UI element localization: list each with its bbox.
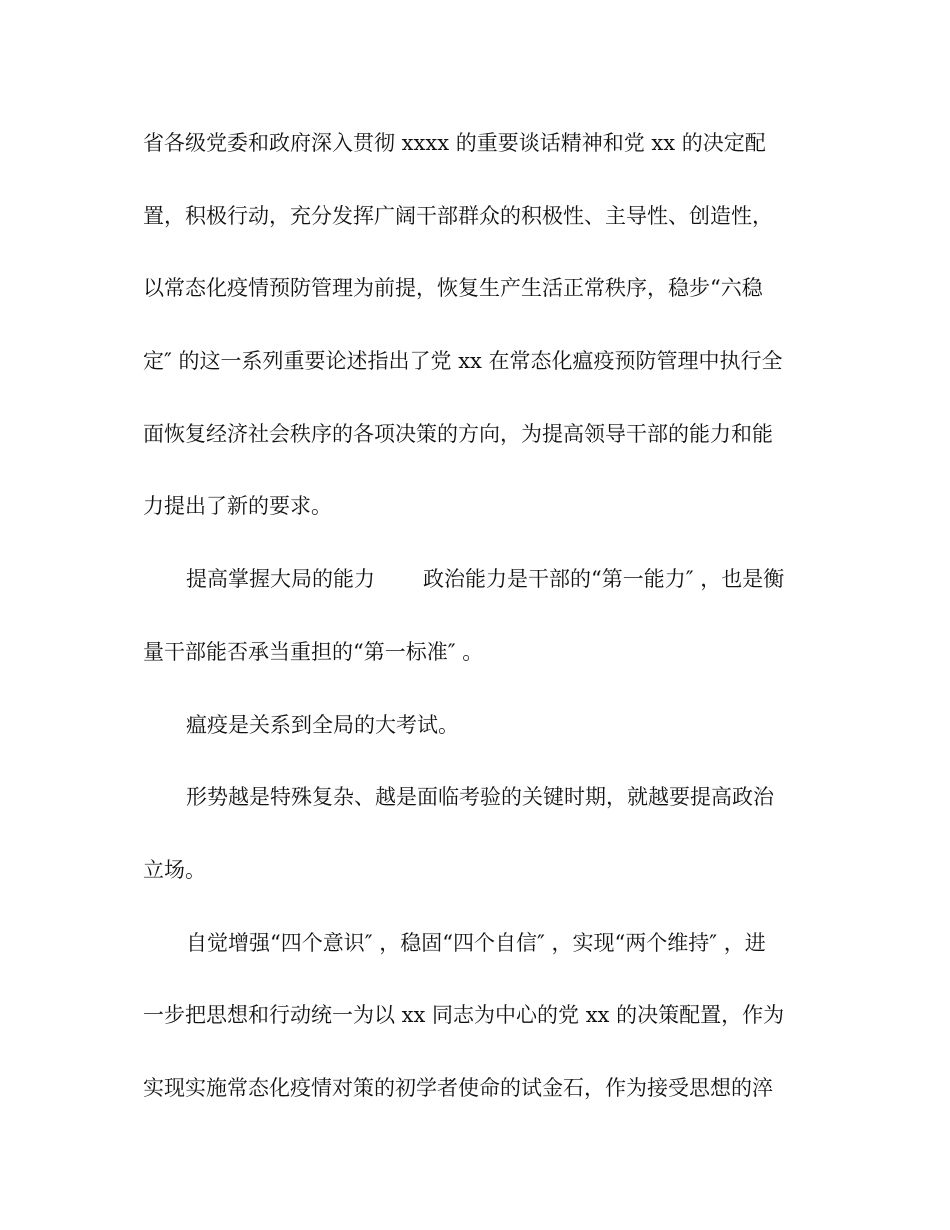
section-heading: 提高掌握大局的能力	[186, 567, 375, 592]
text-line: 定″ 的这一系列重要论述指出了党 xx 在常态化瘟疫预防管理中执行全	[143, 349, 783, 374]
text-line: 力提出了新的要求。	[143, 494, 332, 519]
text-line: 量干部能否承当重担的“第一标准″ 。	[143, 639, 484, 664]
text-line: 以常态化疫情预防管理为前提，恢复生产生活正常秩序，稳步“六稳	[143, 276, 763, 301]
text-line: 自觉增强“四个意识″ ，稳固“四个自信″ ，实现“两个维持″ ，进	[186, 930, 766, 955]
paragraph-heading-line	[143, 556, 813, 629]
text-line: 一步把思想和行动统一为以 xx 同志为中心的党 xx 的决策配置，作为	[143, 1003, 785, 1028]
text-line: 实现实施常态化疫情对策的初学者使命的试金石，作为接受思想的淬	[143, 1075, 773, 1100]
text-line: 形势越是特殊复杂、越是面临考验的关键时期，就越要提高政治	[186, 785, 774, 810]
text-line: 立场。	[143, 857, 206, 882]
text-line: 置，积极行动，充分发挥广阔干部群众的积极性、主导性、创造性，	[143, 203, 773, 228]
text-fragment: 政治能力是干部的“第一能力″ ，也是衡	[423, 567, 785, 592]
document-body	[143, 120, 813, 1138]
text-line: 省各级党委和政府深入贯彻 xxxx 的重要谈话精神和党 xx 的决定配	[143, 131, 766, 155]
text-line: 面恢复经济社会秩序的各项决策的方向，为提高领导干部的能力和能	[143, 421, 773, 446]
text-line: 瘟疫是关系到全局的大考试。	[186, 712, 459, 737]
